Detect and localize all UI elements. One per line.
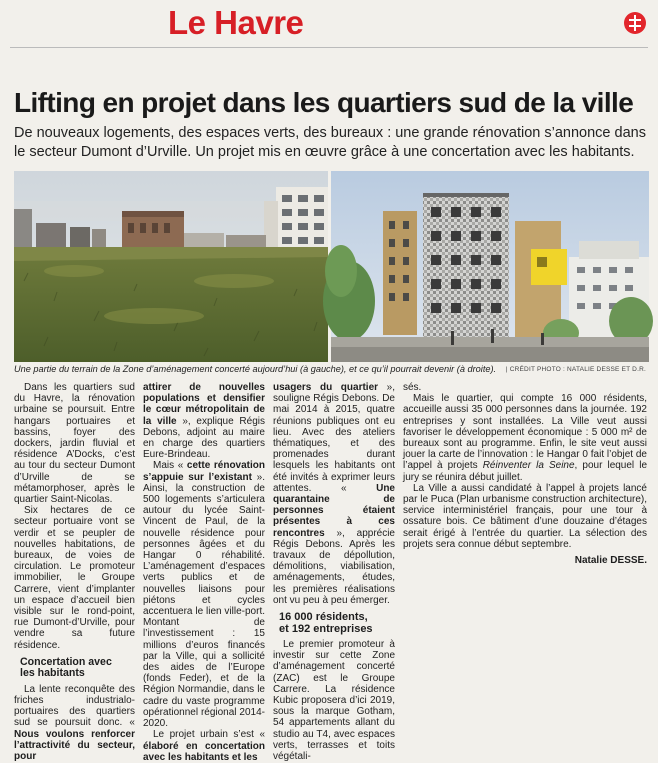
project-title-italic: Réinventer la Seine: [482, 460, 575, 472]
paragraph: [273, 382, 395, 606]
article-column-2: [143, 382, 265, 763]
subheading-line: Concertation avec: [20, 655, 112, 668]
paragraph-text: La lente reconquête des friches industrialo-portuaires des quartiers sud se poursuit donc. «: [14, 683, 135, 729]
article-standfirst: [14, 124, 648, 162]
paragraph-text: ». Ainsi, la construction de 500 logements s’articulera autour du lycée Saint-Vincent de Paul, de la nouvelle résidence pour personnes âgées et du Hangar 0 réhabilité. L’aménagement d’espaces verts publics et de nouvelles liaisons pour piétons et cycles accentuera le lien ville-port. Montant de l’investissement : 15 millions d’euros financés par la Ville, qui a sollicité des aides de l’Europe (fonds Feder), et de la Région Normandie, dans le cadre du vaste programme opérationnel régional 2014-2020.: [143, 471, 265, 730]
quote-bold: cette rénovation s’appuie sur l’existant: [143, 460, 266, 483]
subheading-line: les habitants: [20, 667, 85, 680]
subheading-line: 16 000 résidents,: [279, 611, 368, 624]
photo-caption: Une partie du terrain de la Zone d’aménagement concerté aujourd’hui (à gauche), et ce qu’il pourrait devenir (à droite).: [14, 364, 497, 374]
subheading: [20, 657, 135, 680]
paragraph: sés.: [403, 382, 422, 393]
paragraph: Six hectares de ce secteur portuaire vont se verdir et se peupler de nouvelles habitations, de bureaux, de voies de circulation. Le promoteur immobilier, le Groupe Carrere, vient d’implanter un espace d’accueil bien visible sur le rond-point, rue Dumont-d’Urville, pour vendre sa future résidence.: [14, 505, 135, 651]
header-divider: [10, 47, 648, 48]
article-column-4: [403, 382, 647, 566]
quote-bold: Nous voulons renforcer l’attractivité du secteur, pour: [14, 728, 135, 763]
page-header: [0, 0, 658, 46]
paragraph: Le premier promoteur à investir sur cette Zone d’aménagement concerté (ZAC) est le Groupe Carrere. La résidence Kubic proposera d’ici 2019, sous la marque Gotham, 54 appartements allant du studio au T4, avec espaces verts, terrasses et toits végétali-: [273, 639, 395, 763]
quote-bold: usagers du quartier: [273, 382, 379, 393]
paragraph-text: , pour lequel le jury se réunira début juillet.: [403, 460, 648, 483]
paragraph-text: Mais «: [153, 460, 187, 472]
paragraph-text: », explique Régis Debons, adjoint au maire en charge des quartiers Eure-Brindeau.: [143, 415, 266, 461]
paragraph: La Ville a aussi candidaté à l’appel à projets lancé par le Puca (Plan urbanisme construction architecture), service interministériel français, pour une tour à ossature bois. Ce bâtiment d’une douzaine d’étages serait érigé à l’entrée du quartier. La sélection des projets sera connue début septembre.: [403, 482, 648, 550]
paragraph: [403, 393, 647, 483]
article-column-3: [273, 382, 395, 762]
quote-bold: attirer de nouvelles populations et densifier le cœur métropolitain de la ville: [143, 382, 265, 427]
quote-bold: Une quarantaine de personnes étaient présentes à ces rencontres: [273, 482, 395, 539]
paragraph: [143, 382, 265, 460]
quote-bold: élaboré en concertation avec les habitants et les: [143, 740, 265, 763]
photo-project-rendering: [331, 171, 649, 362]
paragraph: [14, 684, 135, 762]
standfirst-line: le secteur Dumont d’Urville. Un projet mis en œuvre grâce à une concertation avec les habitants.: [14, 144, 635, 160]
article-column-1: [14, 382, 135, 762]
photo-credit: | CRÉDIT PHOTO : NATALIE DESSE ET D.R.: [505, 366, 646, 373]
section-title: Le Havre: [168, 4, 304, 41]
paragraph-text: Mais le quartier, qui compte 16 000 résidents, accueille aussi 35 000 personnes dans la journée. 192 entreprises y sont installées. La Ville veut aussi favoriser le développement économique : 5 000 m² de bureaux sont au programme. Enfin, le site veut aussi jouer la carte de l’innovation : le Hangar 0 fait l’objet de l’appel à projets: [403, 393, 647, 472]
paragraph: [143, 729, 265, 763]
newspaper-logo-icon: [624, 12, 646, 34]
paragraph-text: », apprécie Régis Debons. Après les travaux de dépollution, démolitions, viabilisation, aménagements, études, les premières réalisations ont vu peu à peu émerger.: [273, 527, 395, 606]
paragraph: Dans les quartiers sud du Havre, la rénovation urbaine se poursuit. Entre hangars portuaires et bassins, foyer des dockers, jardin fluvial et résidence A’Docks, c’est au tour du secteur Dumont d’Urville de se métamorphoser, après le quartier Saint-Nicolas.: [14, 382, 135, 506]
standfirst-line: De nouveaux logements, des espaces verts, des bureaux : une grande rénovation s’annonce dans: [14, 125, 646, 141]
paragraph: [143, 460, 265, 729]
article-headline: Lifting en projet dans les quartiers sud de la ville: [14, 87, 634, 118]
paragraph-text: », souligne Régis Debons. De mai 2014 à 2015, quatre réunions publiques ont eu lieu. Avec des ateliers thématiques, et des promenades durant lesquels les habitants ont été invités à exprimer leurs attentes. «: [273, 382, 396, 494]
subheading-line: et 192 entreprises: [279, 622, 373, 635]
photo-wasteland: [14, 171, 328, 362]
paragraph-text: Le projet urbain s’est «: [153, 729, 265, 741]
subheading: [279, 612, 395, 635]
author-signature: Natalie DESSE.: [574, 555, 647, 567]
